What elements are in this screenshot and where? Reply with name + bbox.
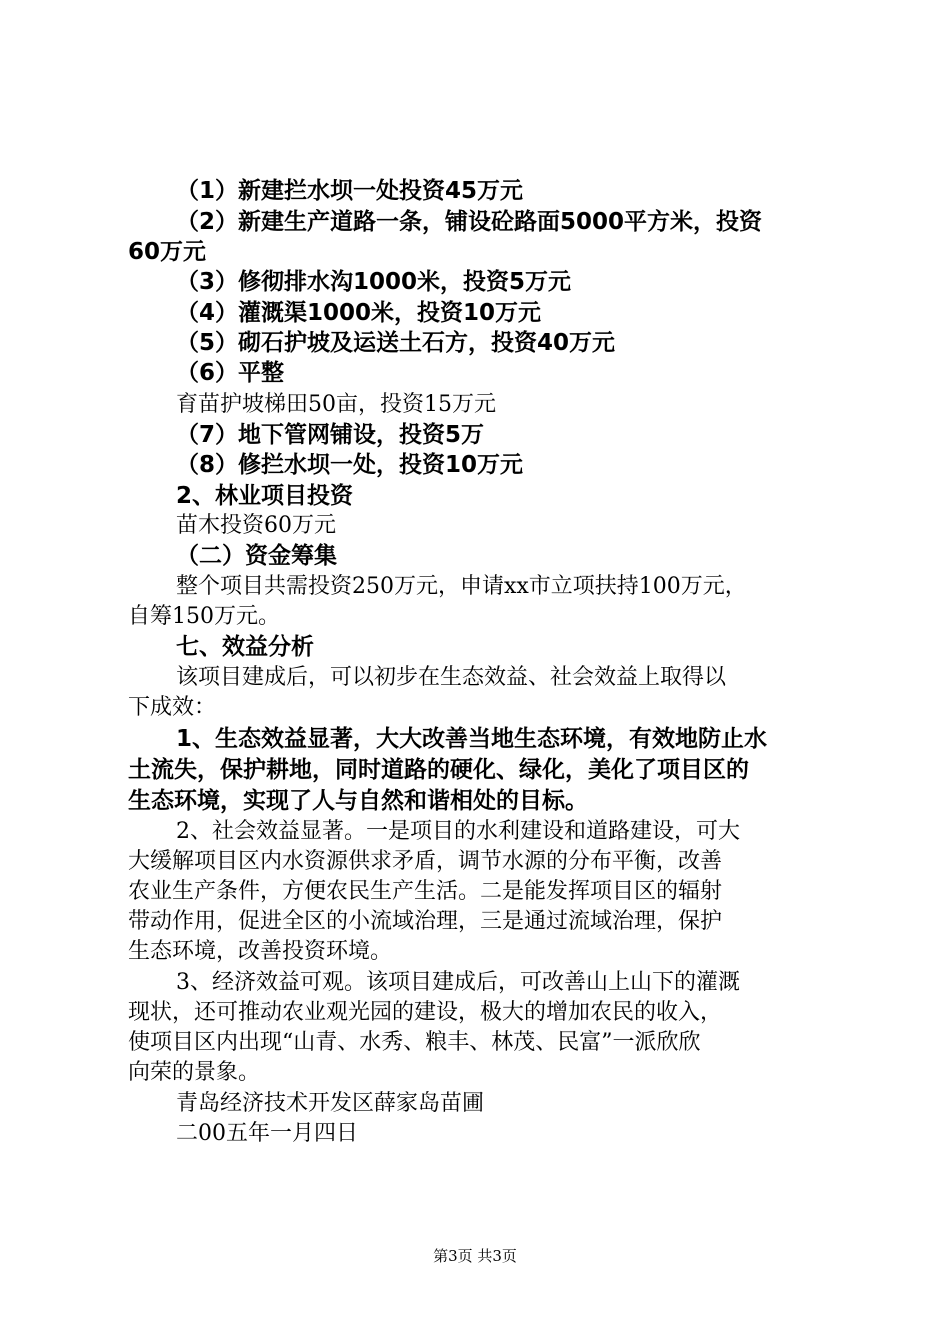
item-5-slope: （5）砌石护坡及运送土石方，投资40万元 bbox=[176, 330, 616, 356]
page-footer: 第3页 共3页 bbox=[433, 1247, 517, 1265]
item-1-dam: （1）新建拦水坝一处投资45万元 bbox=[176, 178, 524, 204]
item-7-pipe: （7）地下管网铺设，投资5万 bbox=[176, 422, 485, 448]
item-8-dam: （8）修拦水坝一处，投资10万元 bbox=[176, 452, 524, 478]
item-2-road: （2）新建生产道路一条，铺设砼路面5000平方米，投资 bbox=[176, 209, 763, 235]
heading-forestry: 2、林业项目投资 bbox=[176, 483, 354, 509]
signature-organization: 青岛经济技术开发区薛家岛苗圃 bbox=[176, 1091, 485, 1116]
benefit-intro: 该项目建成后，可以初步在生态效益、社会效益上取得以 bbox=[176, 665, 727, 690]
item-3-drain: （3）修彻排水沟1000米，投资5万元 bbox=[176, 269, 572, 295]
benefit-intro-cont: 下成效： bbox=[128, 695, 217, 720]
item-2-road-cont: 60万元 bbox=[128, 239, 207, 265]
social-benefit-4: 带动作用，促进全区的小流域治理，三是通过流域治理，保护 bbox=[128, 909, 723, 934]
item-6-terrace: 育苗护坡梯田50亩，投资15万元 bbox=[176, 392, 496, 417]
social-benefit-1: 2、社会效益显著。一是项目的水利建设和道路建设，可大 bbox=[176, 819, 740, 844]
eco-benefit-1: 1、生态效益显著，大大改善当地生态环境，有效地防止水 bbox=[176, 726, 768, 752]
funding-text: 整个项目共需投资250万元，申请xx市立项扶持100万元， bbox=[176, 574, 747, 599]
funding-text-cont: 自筹150万元。 bbox=[128, 604, 280, 629]
social-benefit-3: 农业生产条件，方便农民生产生活。二是能发挥项目区的辐射 bbox=[128, 879, 723, 904]
item-4-canal: （4）灌溉渠1000米，投资10万元 bbox=[176, 300, 542, 326]
forestry-seedlings: 苗木投资60万元 bbox=[176, 513, 336, 538]
social-benefit-5: 生态环境，改善投资环境。 bbox=[128, 939, 393, 964]
economic-benefit-3: 使项目区内出现“山青、水秀、粮丰、林茂、民富”一派欣欣 bbox=[128, 1030, 701, 1055]
economic-benefit-2: 现状，还可推动农业观光园的建设，极大的增加农民的收入， bbox=[128, 1000, 723, 1025]
economic-benefit-4: 向荣的景象。 bbox=[128, 1060, 261, 1085]
eco-benefit-3: 生态环境，实现了人与自然和谐相处的目标。 bbox=[128, 788, 588, 814]
heading-benefit: 七、效益分析 bbox=[176, 634, 314, 660]
heading-funding: （二）资金筹集 bbox=[176, 543, 337, 569]
signature-date: 二00五年一月四日 bbox=[176, 1121, 358, 1146]
social-benefit-2: 大缓解项目区内水资源供求矛盾，调节水源的分布平衡，改善 bbox=[128, 849, 723, 874]
economic-benefit-1: 3、经济效益可观。该项目建成后，可改善山上山下的灌溉 bbox=[176, 970, 740, 995]
eco-benefit-2: 土流失，保护耕地，同时道路的硬化、绿化，美化了项目区的 bbox=[128, 757, 749, 783]
item-6-level: （6）平整 bbox=[176, 360, 285, 386]
